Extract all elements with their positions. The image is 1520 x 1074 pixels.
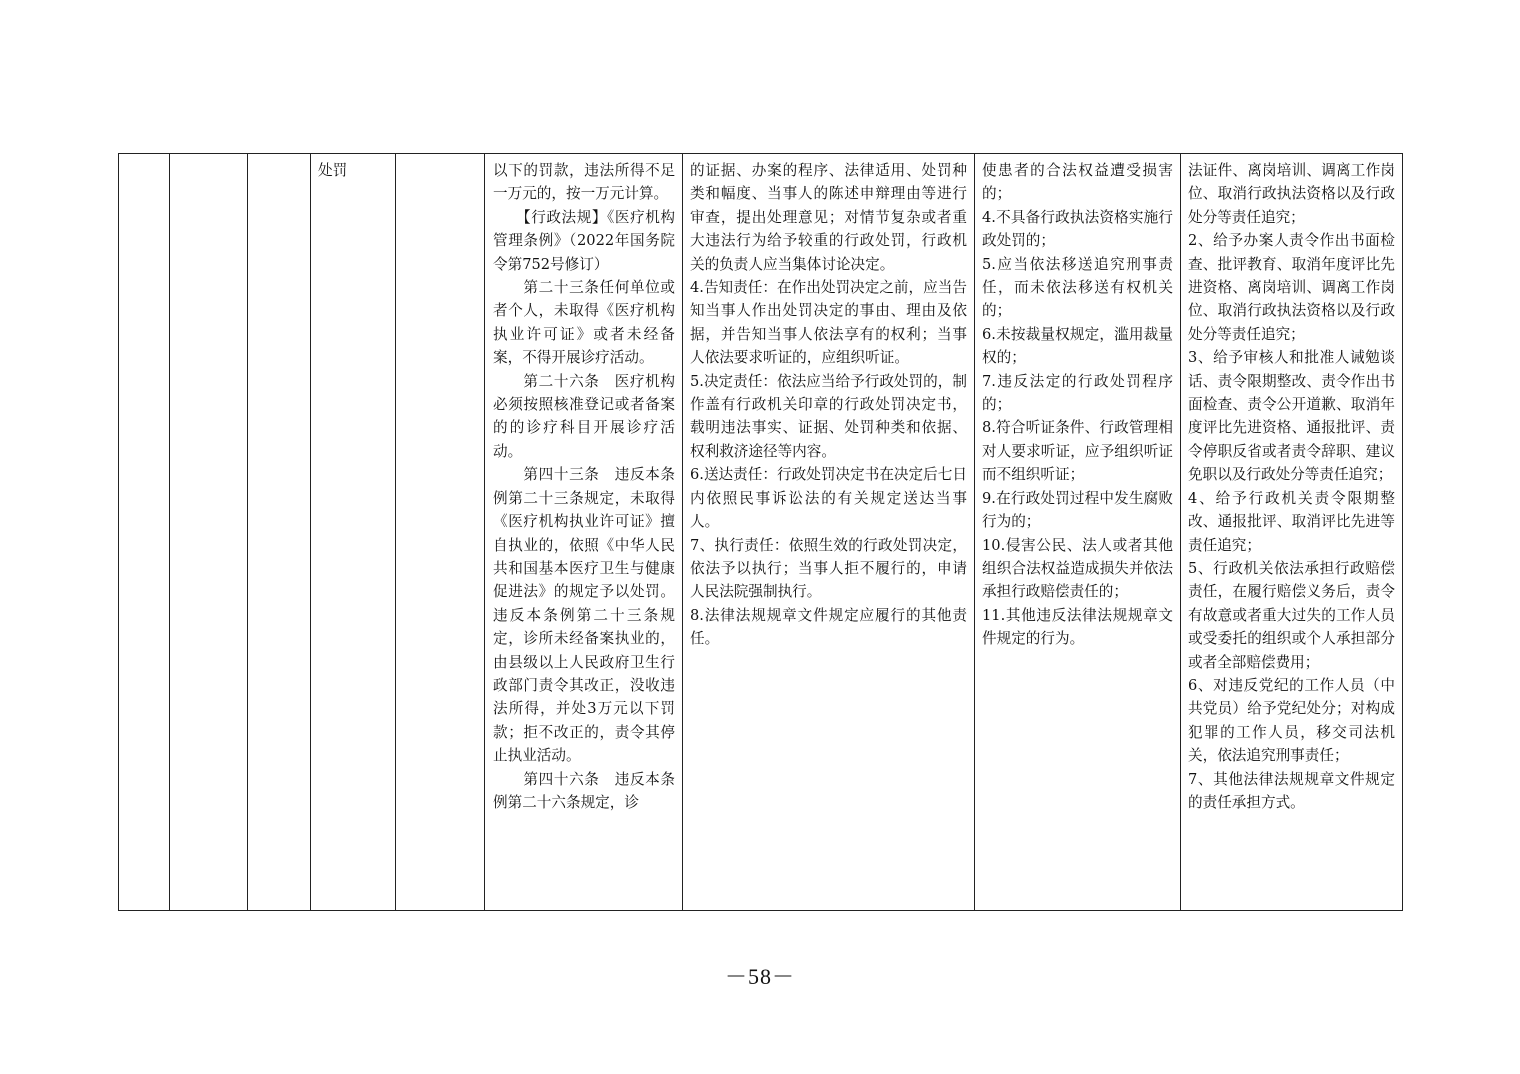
cell-col3	[248, 154, 311, 911]
cell-responsibility-items: 的证据、办案的程序、法律适用、处罚种类和幅度、当事人的陈述申辩理由等进行审查，提出处理意见；对情节复杂或者重大违法行为给予较重的行政处罚，行政机关的负责人应当集体讨论决定。 4.告知责任：在作出处罚决定之前，应当告知当事人作出处罚决定的事由、理由及依据，并告知当事人依法享有的权利；当事人依法要求听证的，应组织听证。 5.决定责任：依法应当给予行政处罚的，制作盖有行政机关印章的行政处罚决定书，载明违法事实、证据、处罚种类和依据、权利救济途径等内容。 6.送达责任：行政处罚决定书在决定后七日内依照民事诉讼法的有关规定送达当事人。 7、执行责任：依照生效的行政处罚决定，依法予以执行；当事人拒不履行的，申请人民法院强制执行。 8.法律法规规章文件规定应履行的其他责任。	[683, 154, 975, 911]
power-list-table	[118, 153, 1403, 911]
cell-accountability-cases: 使患者的合法权益遭受损害的； 4.不具备行政执法资格实施行政处罚的； 5.应当依法移送追究刑事责任，而未依法移送有权机关的； 6.未按裁量权规定，滥用裁量权的； 7.违反法定的行政处罚程序的； 8.符合听证条件、行政管理相对人要求听证，应予组织听证而不组织听证； 9.在行政处罚过程中发生腐败行为的； 10.侵害公民、法人或者其他组织合法权益造成损失并依法承担行政赔偿责任的； 11.其他违反法律法规规章文件规定的行为。	[975, 154, 1181, 911]
cell-legal-basis: 以下的罚款，违法所得不足一万元的，按一万元计算。 【行政法规】《医疗机构管理条例》（2022年国务院令第752号修订） 第二十三条任何单位或者个人，未取得《医疗机构执业许可证》或者未经备案，不得开展诊疗活动。 第二十六条 医疗机构必须按照核准登记或者备案的的诊疗科目开展诊疗活动。 第四十三条 违反本条例第二十三条规定，未取得《医疗机构执业许可证》擅自执业的，依照《中华人民共和国基本医疗卫生与健康促进法》的规定予以处罚。违反本条例第二十三条规定，诊所未经备案执业的，由县级以上人民政府卫生行政部门责令其改正，没收违法所得，并处3万元以下罚款；拒不改正的，责令其停止执业活动。 第四十六条 违反本条例第二十六条规定，诊	[485, 154, 683, 911]
cell-accountability-methods: 法证件、离岗培训、调离工作岗位、取消行政执法资格以及行政处分等责任追究； 2、给予办案人责令作出书面检查、批评教育、取消年度评比先进资格、离岗培训、调离工作岗位、取消行政执法资格以及行政处分等责任追究； 3、给予审核人和批准人诫勉谈话、责令限期整改、责令作出书面检查、责令公开道歉、取消年度评比先进资格、通报批评、责令停职反省或者责令辞职、建议免职以及行政处分等责任追究； 4、给予行政机关责令限期整改、通报批评、取消评比先进等责任追究； 5、行政机关依法承担行政赔偿责任，在履行赔偿义务后，责令有故意或者重大过失的工作人员或受委托的组织或个人承担部分或者全部赔偿费用； 6、对违反党纪的工作人员（中共党员）给予党纪处分；对构成犯罪的工作人员，移交司法机关，依法追究刑事责任； 7、其他法律法规规章文件规定的责任承担方式。	[1181, 154, 1403, 911]
cell-col2	[170, 154, 248, 911]
table-row	[119, 154, 1403, 911]
cell-power-category: 处罚	[311, 154, 396, 911]
cell-col5	[396, 154, 485, 911]
page-number: －58－	[724, 964, 795, 989]
cell-col1	[119, 154, 170, 911]
